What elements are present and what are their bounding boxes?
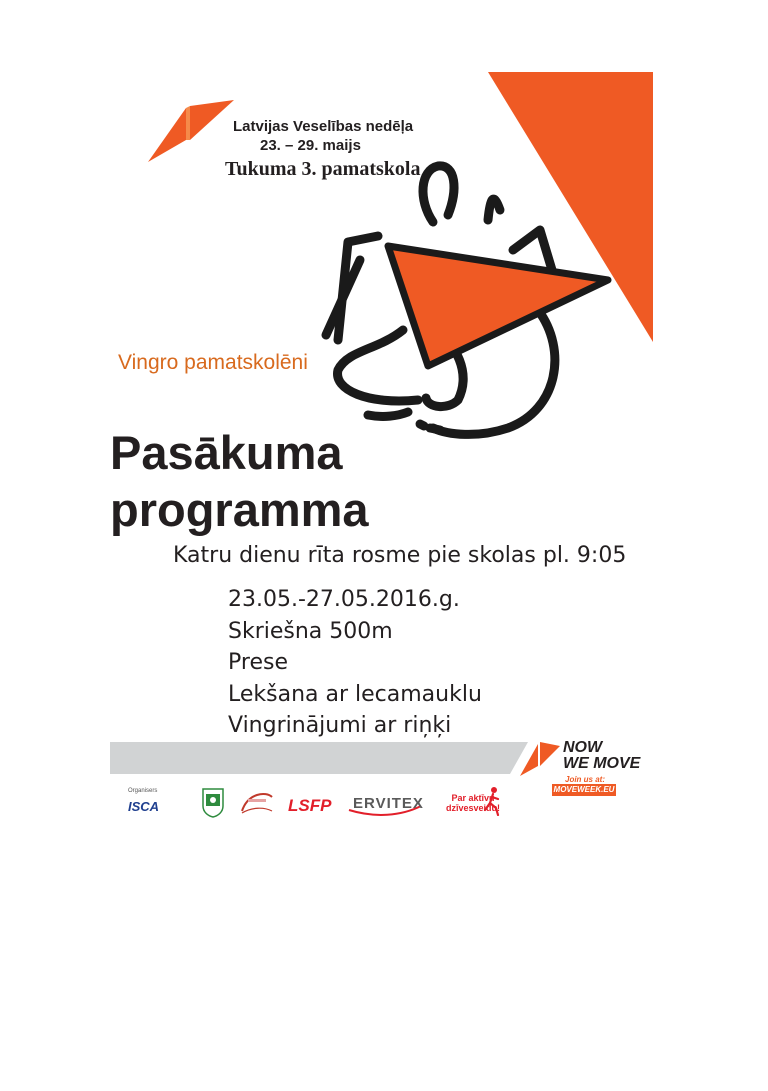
now-we-move-text: NOW WE MOVE [563, 739, 641, 772]
ervitex-logo: ERVITEX [353, 795, 424, 812]
morning-exercise-note: Katru dienu rīta rosme pie skolas pl. 9:05 [173, 543, 627, 568]
runner-small-icon [482, 786, 502, 816]
shield-logo-icon [202, 788, 224, 818]
list-item: Vingrinājumi ar riņķi [228, 713, 452, 738]
runner-figure-icon [308, 160, 628, 460]
list-item: Lekšana ar lecamauklu [228, 681, 482, 707]
moveweek-url: MOVEWEEK.EU [553, 785, 615, 794]
page-title-line1: Pasākuma [110, 426, 343, 479]
footer-band [110, 742, 528, 774]
health-week-logo-icon [148, 100, 234, 166]
page-title [110, 424, 369, 538]
event-dates: 23. – 29. maijs [260, 137, 361, 154]
list-item: Prese [228, 650, 288, 675]
list-item: Skriešna 500m [228, 618, 393, 644]
join-us-label: Join us at: [565, 775, 606, 784]
subtitle: Vingro pamatskolēni [118, 351, 308, 374]
sports-emblem-icon [238, 789, 276, 817]
school-name: Tukuma 3. pamatskola [225, 158, 421, 180]
active-lifestyle-logo: Par aktīvu dzīvesveidu! [446, 793, 501, 813]
event-name: Latvijas Veselības nedēļa [233, 118, 414, 135]
activity-list [228, 584, 482, 742]
organisers-label: Organisers [128, 788, 158, 794]
page-title-line2: programma [110, 483, 369, 536]
list-item: 23.05.-27.05.2016.g. [228, 587, 460, 612]
isca-logo: ISCA [128, 799, 160, 814]
lsfp-logo: LSFP [288, 796, 332, 815]
now-we-move-logo-icon [520, 742, 560, 776]
